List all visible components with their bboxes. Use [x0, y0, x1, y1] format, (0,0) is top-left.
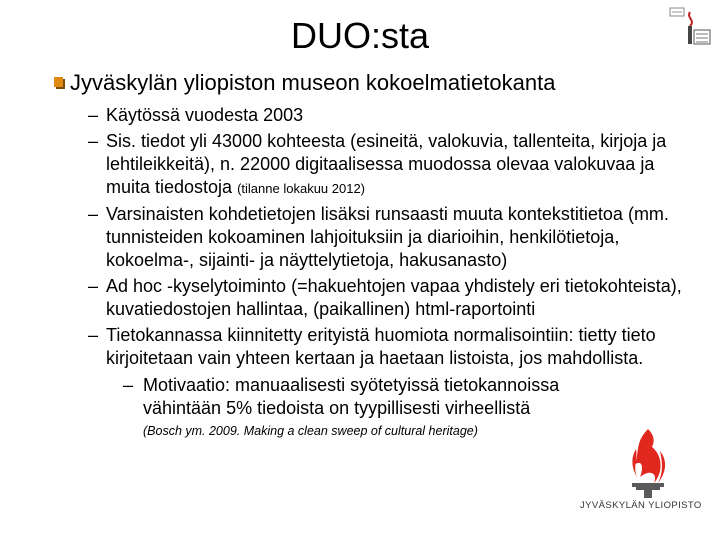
square-bullet-icon	[54, 77, 63, 87]
dash-bullet: –	[88, 325, 99, 345]
list-item-text: Tietokannassa kiinnitetty erityistä huomiota normalisointiin: tietty tieto kirjoitetaan vain yhteen kertaan ja haetaan listoista, jos mahdollista.	[106, 325, 656, 368]
dash-bullet: –	[123, 375, 134, 395]
list-item-text: Käytössä vuodesta 2003	[106, 105, 304, 125]
list-item	[54, 324, 694, 370]
dash-bullet: –	[88, 276, 99, 296]
dash-bullet: –	[88, 131, 99, 151]
citation: (Bosch ym. 2009. Making a clean sweep of cultural heritage)	[143, 424, 478, 438]
list-item-text: Varsinaisten kohdetietojen lisäksi runsaasti muuta kontekstitietoa (mm. tunnisteiden kokoaminen lahjoituksiin ja diarioihin, henkilötietoja, kokoelma-, sijainti- ja näyttelytietoja, hakusanasto)	[106, 204, 669, 270]
university-logo-text: JYVÄSKYLÄN YLIOPISTO	[580, 500, 702, 511]
list-item	[54, 104, 694, 127]
nav-corner-icon[interactable]	[668, 6, 712, 50]
main-bullet-text: Jyväskylän yliopiston museon kokoelmatietokanta	[70, 70, 556, 95]
sub-list-item-text: Motivaatio: manuaalisesti syötetyissä tietokannoissa vähintään 5% tiedoista on tyypillisesti virheellistä	[143, 375, 560, 418]
list-item-text: Ad hoc -kyselytoiminto (=hakuehtojen vapaa yhdistely eri tietokohteista), kuvatiedostojen hallintaa, (paikallinen) html-raportointi	[106, 276, 682, 319]
list-item	[54, 275, 694, 321]
sub-list-item	[54, 374, 605, 420]
list-item-text: Sis. tiedot yli 43000 kohteesta (esineitä, valokuvia, tallenteita, kirjoja ja lehtileikkeitä), n. 22000 digitaalisessa muodossa olevaa valokuvaa ja muita tiedostoja	[106, 131, 667, 197]
list-item	[54, 130, 694, 200]
list-item-note: (tilanne lokakuu 2012)	[237, 181, 366, 196]
list-item	[54, 203, 694, 272]
slide-title: DUO:sta	[290, 15, 430, 56]
dash-bullet: –	[88, 105, 99, 125]
main-bullet	[54, 70, 694, 96]
dash-bullet: –	[88, 204, 99, 224]
slide-body	[54, 70, 694, 440]
